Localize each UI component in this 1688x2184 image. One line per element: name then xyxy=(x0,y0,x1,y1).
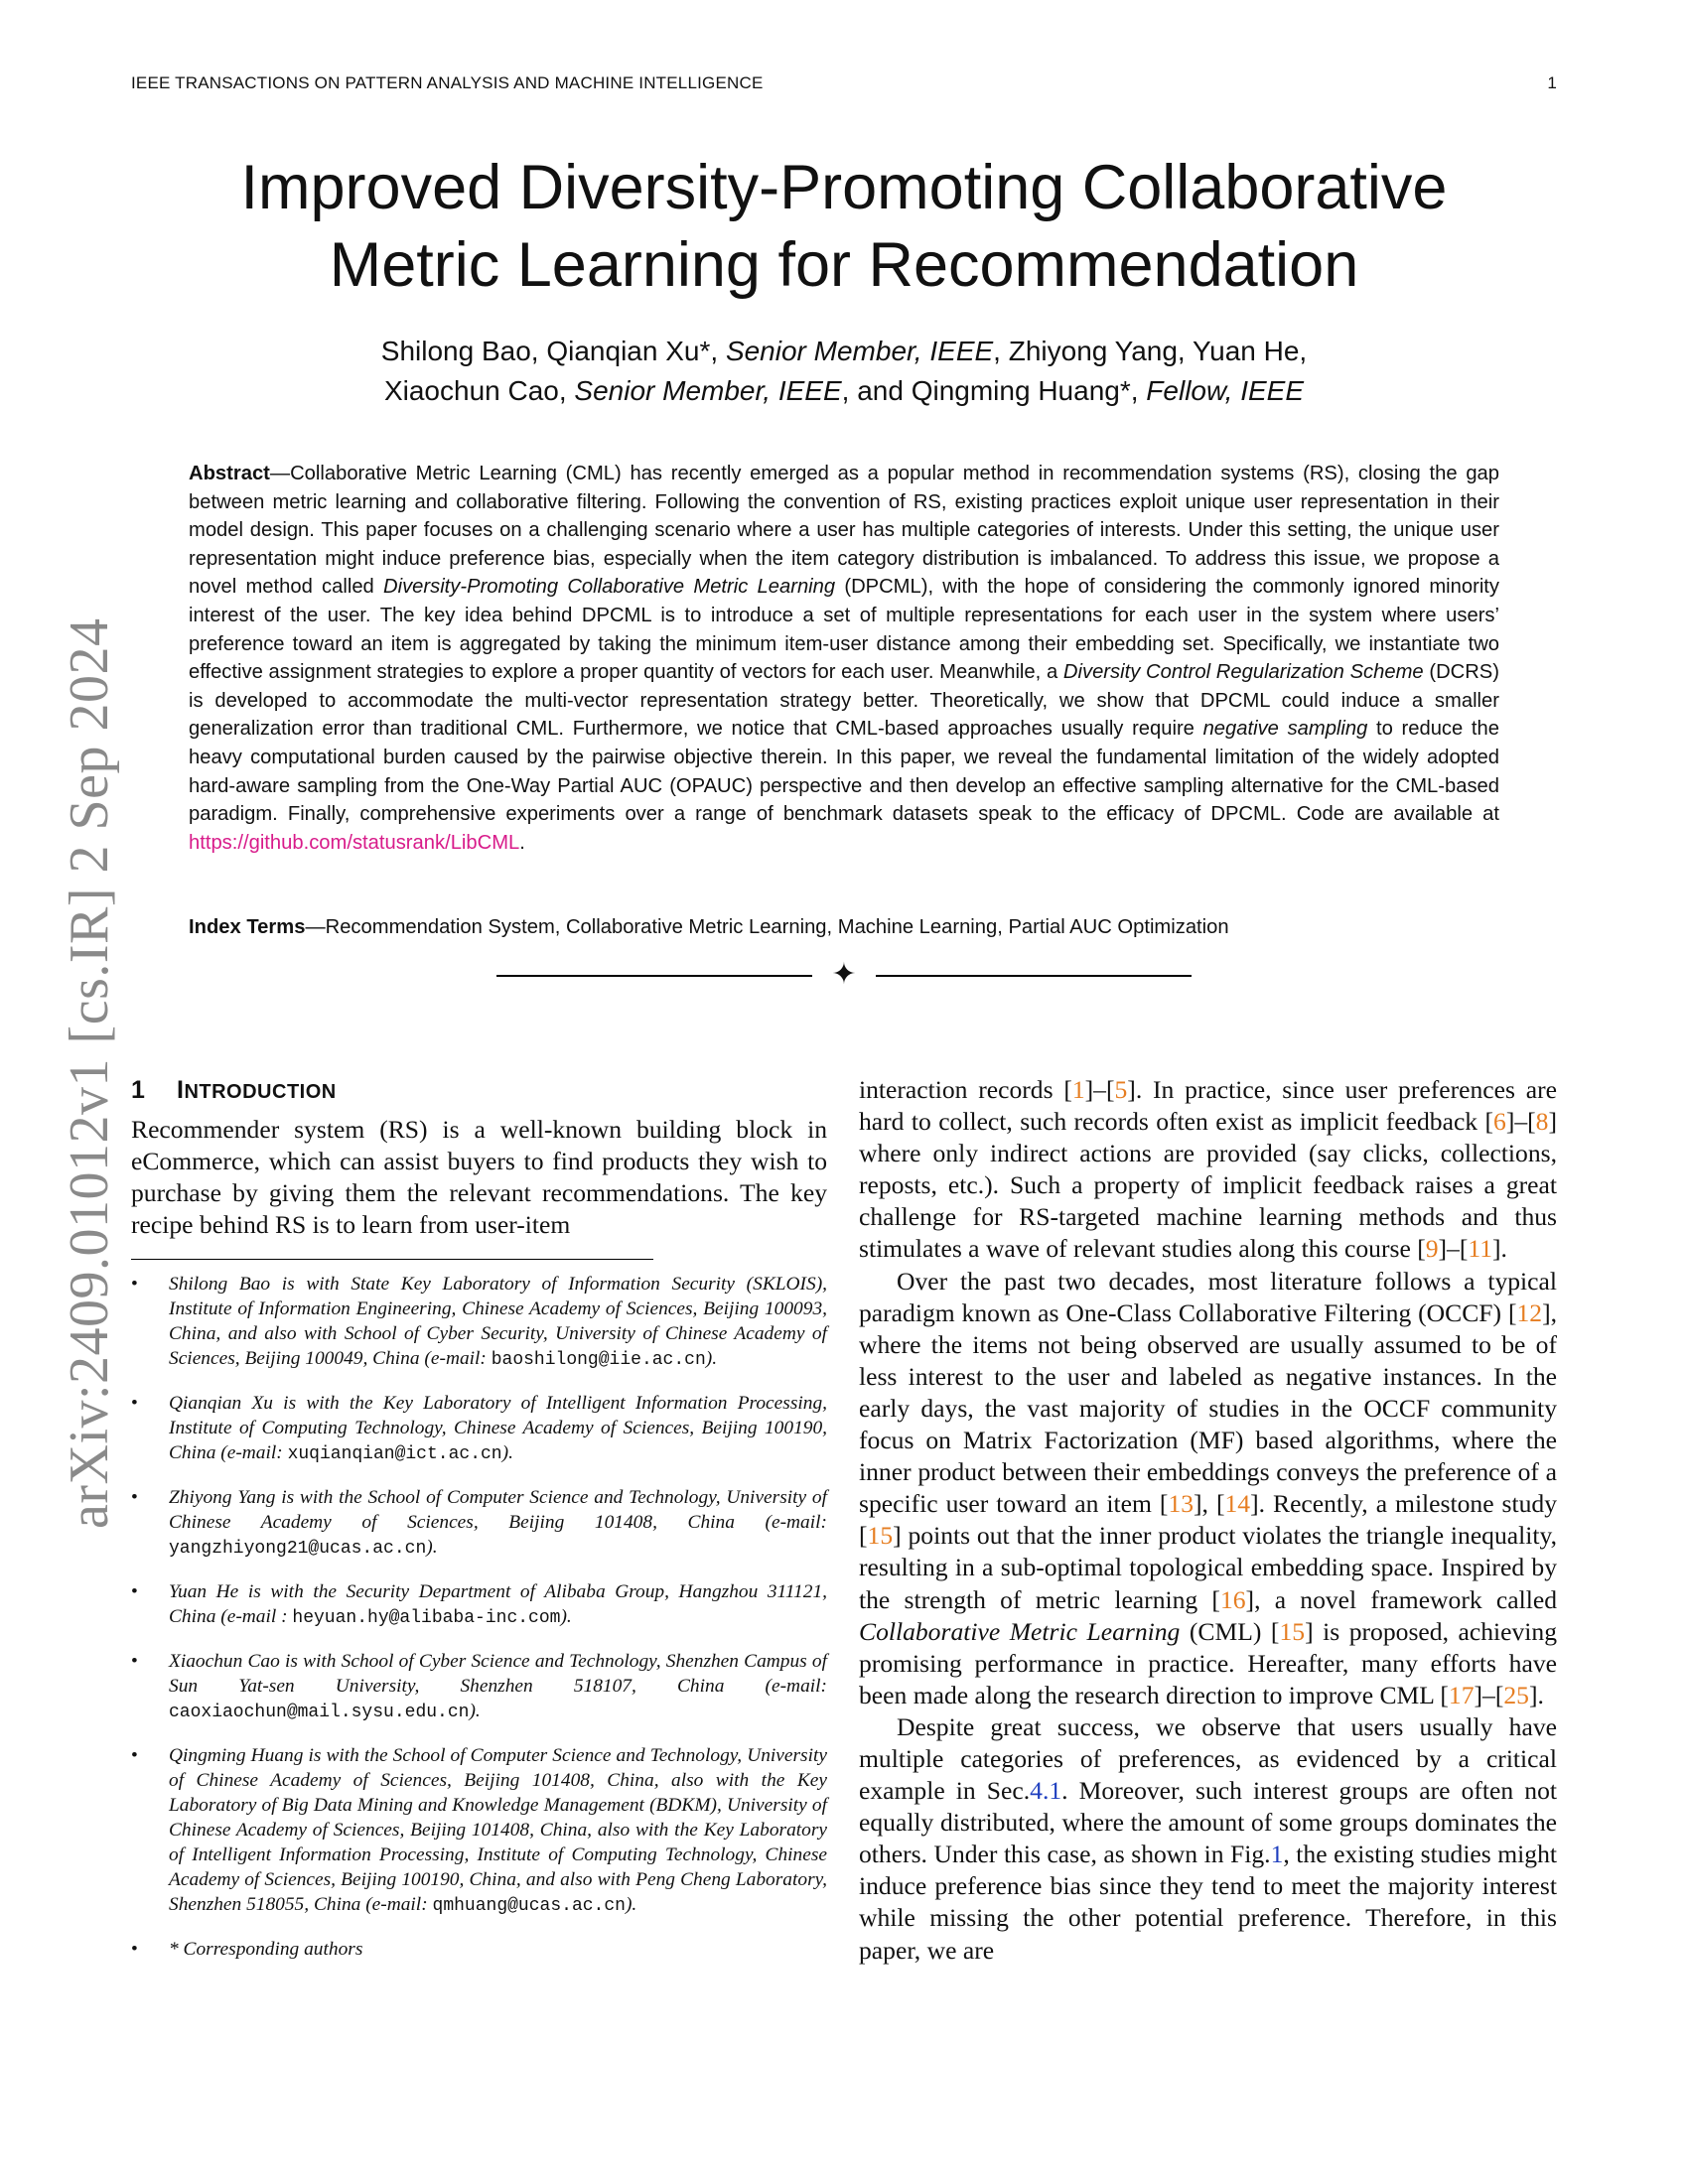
email-address: xuqianqian@ict.ac.cn xyxy=(287,1444,502,1465)
bullet-icon: • xyxy=(131,1651,138,1673)
footnote-text: Shilong Bao is with State Key Laboratory of Information Security (SKLOIS), Institute of Information Engineering, Chinese Academy of Sciences, Beijing 100093, China, and also with School of Cyber Security, University of Chinese Academy of Sciences, Beijing 100049, China (e-mail: xyxy=(169,1274,827,1370)
section-separator xyxy=(496,958,1192,991)
abstract-emphasis: negative sampling xyxy=(1202,718,1368,741)
citation-link[interactable]: 6 xyxy=(1493,1107,1506,1137)
author-text: , Zhiyong Yang, Yuan He, xyxy=(993,336,1308,366)
author-list xyxy=(131,332,1557,411)
abstract-text: (DPCML), with the hope of considering the commonly ignored minority interest of the user. The key idea behind DPCML is to introduce a set of multiple representations for each user in the system where users’ preference toward an item is aggregated by taking the minimum item-user distance among their embedding set. Specifically, we instantiate two effective assignment strategies to explore a proper quantity of vectors for each user. Meanwhile, a xyxy=(189,576,1500,684)
author-role: Senior Member, IEEE xyxy=(574,375,842,406)
author-footnotes xyxy=(131,1272,827,1962)
bullet-icon: • xyxy=(131,1939,138,1961)
separator-line xyxy=(496,975,812,977)
body-paragraph: interaction records [1]–[5]. In practice, since user preferences are hard to collect, such records often exist as implicit feedback [6]–[8] where only indirect actions are provided (say clicks, collections, reposts, etc.). Such a property of implicit feedback raises a great challenge for RS-targeted machine learning methods and thus stimulates a wave of relevant studies along this course [9]–[11]. xyxy=(859,1075,1558,1264)
journal-name: IEEE TRANSACTIONS ON PATTERN ANALYSIS AND MACHINE INTELLIGENCE xyxy=(131,73,764,92)
author-text: Shilong Bao, Qianqian Xu*, xyxy=(380,336,726,366)
citation-link[interactable]: 1 xyxy=(1071,1075,1085,1104)
cross-reference-link[interactable]: 1 xyxy=(1270,1840,1284,1869)
separator-star-icon: ✦ xyxy=(831,958,857,991)
footnote-text: ). xyxy=(469,1701,481,1722)
section-number: 1 xyxy=(131,1076,146,1104)
index-terms-label: Index Terms xyxy=(189,916,306,938)
email-address: yangzhiyong21@ucas.ac.cn xyxy=(169,1539,427,1560)
bullet-icon: • xyxy=(131,1745,138,1767)
footnote-text: Xiaochun Cao is with School of Cyber Science and Technology, Shenzhen Campus of Sun Yat-sen University, Shenzhen 518107, China (e-mail: xyxy=(169,1651,827,1698)
citation-link[interactable]: 5 xyxy=(1114,1075,1128,1104)
title-line-1: Improved Diversity-Promoting Collaborative xyxy=(240,153,1448,222)
citation-link[interactable]: 16 xyxy=(1219,1584,1246,1614)
citation-link[interactable]: 17 xyxy=(1448,1680,1475,1709)
abstract-emphasis: Diversity Control Regularization Scheme xyxy=(1062,661,1424,684)
section-title-rest: NTRODUCTION xyxy=(184,1081,337,1103)
footnote-text: Yuan He is with the Security Department of Alibaba Group, Hangzhou 311121, China (e-mail : xyxy=(169,1581,827,1628)
email-address: heyuan.hy@alibaba-inc.com xyxy=(292,1608,561,1629)
footnote-text: ). xyxy=(560,1606,572,1628)
footnote-item xyxy=(131,1272,827,1373)
intro-paragraph: Recommender system (RS) is a well-known building block in eCommerce, which can assist buyers to find products they wish to purchase by giving them the relevant recommendations. The key recipe behind RS is to learn from user-item xyxy=(131,1115,827,1240)
author-role: Senior Member, IEEE xyxy=(725,336,994,366)
author-text: , and Qingming Huang*, xyxy=(841,375,1147,406)
abstract-text: —Collaborative Metric Learning (CML) has recently emerged as a popular method in recommendation systems (RS), closing the gap between metric learning and collaborative filtering. Following the convention of RS, existing practices exploit unique user representation in their model design. This paper focuses on a challenging scenario where a user has multiple categories of interests. Under this setting, the unique user representation might induce preference bias, especially when the item category distribution is imbalanced. To address this issue, we propose a novel method called xyxy=(189,463,1499,599)
footnote-item xyxy=(131,1743,827,1919)
email-address: baoshilong@iie.ac.cn xyxy=(491,1350,706,1371)
email-address: qmhuang@ucas.ac.cn xyxy=(432,1896,626,1917)
footnote-item xyxy=(131,1937,827,1962)
body-paragraph: Despite great success, we observe that users usually have multiple categories of preferences, as evidenced by a critical example in Sec.4.1. Moreover, such interest groups are often not equally distributed, where the amount of some groups dominates the others. Under this case, as shown in Fig.1, the existing studies might induce preference bias since they tend to meet the majority interest while missing the other potential preference. Therefore, in this paper, we are xyxy=(859,1711,1557,1965)
abstract-label: Abstract xyxy=(189,463,270,484)
footnote-item xyxy=(131,1649,827,1725)
section-title-initial: I xyxy=(177,1076,185,1104)
section-heading-introduction xyxy=(131,1074,827,1106)
citation-link[interactable]: 15 xyxy=(867,1521,894,1551)
footnote-text: ). xyxy=(625,1894,637,1916)
citation-link[interactable]: 14 xyxy=(1224,1489,1251,1519)
citation-link[interactable]: 11 xyxy=(1468,1234,1493,1264)
arxiv-stamp: arXiv:2409.01012v1 [cs.IR] 2 Sep 2024 xyxy=(59,617,120,1529)
footnote-item xyxy=(131,1579,827,1631)
abstract-emphasis: Diversity-Promoting Collaborative Metric Learning xyxy=(383,576,836,599)
running-header xyxy=(131,73,1557,93)
cross-reference-link[interactable]: 4.1 xyxy=(1030,1776,1062,1806)
abstract-text: . xyxy=(519,831,525,854)
email-address: caoxiaochun@mail.sysu.edu.cn xyxy=(169,1703,470,1723)
footnote-text: Zhiyong Yang is with the School of Computer Science and Technology, University of Chinese Academy of Sciences, Beijing 101408, China (e-mail: xyxy=(169,1487,827,1534)
author-text: Xiaochun Cao, xyxy=(383,375,575,406)
footnote-text: ). xyxy=(705,1348,718,1370)
abstract xyxy=(189,460,1499,857)
bullet-icon: • xyxy=(131,1393,138,1415)
bullet-icon: • xyxy=(131,1487,138,1509)
footnote-text: ). xyxy=(501,1442,513,1464)
bullet-icon: • xyxy=(131,1581,138,1603)
index-terms-text: —Recommendation System, Collaborative Metric Learning, Machine Learning, Partial AUC Optimization xyxy=(305,916,1229,938)
bullet-icon: • xyxy=(131,1274,138,1296)
footnote-item xyxy=(131,1485,827,1562)
citation-link[interactable]: 25 xyxy=(1503,1680,1529,1709)
body-paragraph: Over the past two decades, most literature follows a typical paradigm known as One-Class Collaborative Filtering (OCCF) [12], where the items not being observed are usually assumed to be of less interest to the user and labeled as negative instances. In the early days, the vast majority of studies in the OCCF community focus on Matrix Factorization (MF) based algorithms, where the inner product between their embeddings conveys the preference of a specific user toward an item [13], [14]. Recently, a milestone study [15] points out that the inner product violates the triangle inequality, resulting in a sub-optimal topological embedding space. Inspired by the strength of metric learning [16], a novel framework called Collaborative Metric Learning (CML) [15] is proposed, achieving promising performance in practice. Hereafter, many efforts have been made along the research direction to improve CML [17]–[25]. xyxy=(859,1266,1558,1709)
paper-title xyxy=(131,149,1557,304)
footnote-rule xyxy=(131,1259,653,1260)
footnote-text: ). xyxy=(426,1537,438,1559)
citation-link[interactable]: 15 xyxy=(1279,1616,1306,1646)
code-link[interactable]: https://github.com/statusrank/LibCML xyxy=(189,831,520,854)
left-column xyxy=(131,1074,827,1979)
citation-link[interactable]: 9 xyxy=(1425,1234,1439,1264)
citation-link[interactable]: 12 xyxy=(1516,1297,1543,1327)
separator-line xyxy=(876,975,1192,977)
title-line-2: Metric Learning for Recommendation xyxy=(329,230,1359,300)
footnote-text: Qingming Huang is with the School of Computer Science and Technology, University of Chinese Academy of Sciences, Beijing 101408, China, also with the Key Laboratory of Big Data Mining and Knowledge Management (BDKM), University of Chinese Academy of Sciences, Beijing 101408, China, also with the Key Laboratory of Intelligent Information Processing, Institute of Computing Technology, Chinese Academy of Sciences, Beijing 100190, China, and also with Peng Cheng Laboratory, Shenzhen 518055, China (e-mail: xyxy=(169,1745,827,1916)
citation-link[interactable]: 8 xyxy=(1535,1107,1549,1137)
footnote-text: Qianqian Xu is with the Key Laboratory of Intelligent Information Processing, Institute of Computing Technology, Chinese Academy of Sciences, Beijing 100190, China (e-mail: xyxy=(169,1393,827,1464)
abstract-text: to reduce the heavy computational burden caused by the pairwise objective therein. In this paper, we reveal the fundamental limitation of the widely adopted hard-aware sampling from the One-Way Partial AUC (OPAUC) perspective and then develop an effective sampling alternative for the CML-based paradigm. Finally, comprehensive experiments over a range of benchmark datasets speak to the efficacy of DPCML. Code are available at xyxy=(189,718,1499,826)
abstract-text: (DCRS) is developed to accommodate the multi-vector representation strategy better. Theoretically, we show that DPCML could induce a smaller generalization error than traditional CML. Furthermore, we notice that CML-based approaches usually require xyxy=(189,661,1499,741)
footnote-item xyxy=(131,1391,827,1467)
right-column xyxy=(859,1074,1557,1967)
author-role: Fellow, IEEE xyxy=(1146,375,1305,406)
footnote-text: * Corresponding authors xyxy=(169,1939,363,1961)
page-number: 1 xyxy=(1547,73,1557,92)
index-terms xyxy=(189,913,1499,941)
citation-link[interactable]: 13 xyxy=(1168,1489,1195,1519)
